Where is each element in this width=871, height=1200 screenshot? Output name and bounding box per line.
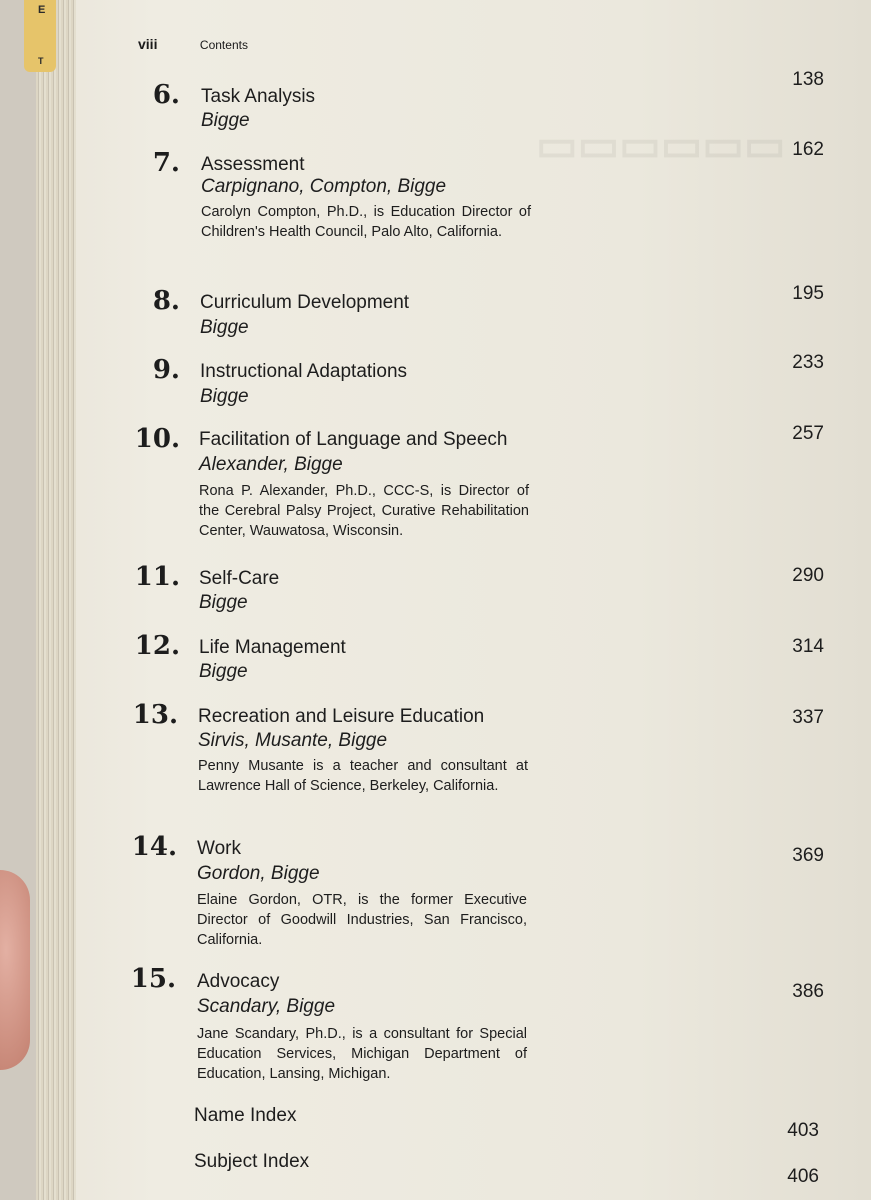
chapter-page: 195 [792, 283, 824, 304]
chapter-authors: Alexander, Bigge [199, 454, 343, 475]
chapter-title[interactable]: Recreation and Leisure Education [198, 706, 485, 727]
contributor-bio: Elaine Gordon, OTR, is the former Executive Director of Goodwill Industries, San Francisco, California. [197, 892, 527, 948]
chapter-title[interactable]: Facilitation of Language and Speech [199, 429, 508, 450]
page-number: viii [138, 36, 158, 52]
chapter-number: 12. [134, 631, 180, 661]
chapter-page: 138 [792, 69, 824, 90]
chapter-title[interactable]: Work [197, 838, 241, 859]
contributor-bio: Rona P. Alexander, Ph.D., CCC-S, is Director of the Cerebral Palsy Project, Curative Rehabilitation Center, Wauwatosa, Wisconsin. [199, 483, 529, 539]
chapter-page: 337 [792, 707, 824, 728]
chapter-authors: Bigge [200, 386, 249, 407]
chapter-number: 10. [134, 424, 180, 454]
chapter-number: 8. [152, 286, 180, 316]
chapter-number: 11. [134, 562, 180, 592]
index-title[interactable]: Subject Index [194, 1151, 310, 1172]
contributor-bio: Jane Scandary, Ph.D., is a consultant for Special Education Services, Michigan Department of Education, Lansing, Michigan. [197, 1026, 527, 1082]
chapter-number: 7. [152, 148, 180, 178]
chapter-page: 386 [792, 981, 824, 1002]
chapter-authors: Scandary, Bigge [197, 996, 336, 1017]
chapter-title[interactable]: Assessment [201, 154, 305, 175]
chapter-authors: Bigge [199, 661, 248, 682]
chapter-page: 290 [792, 565, 824, 586]
thumb [0, 870, 30, 1070]
chapter-title[interactable]: Instructional Adaptations [200, 361, 408, 382]
chapter-page: 369 [792, 845, 824, 866]
index-page: 403 [787, 1120, 819, 1141]
chapter-authors: Carpignano, Compton, Bigge [201, 176, 447, 197]
book-page [36, 0, 871, 1200]
index-title[interactable]: Name Index [194, 1105, 297, 1126]
running-header [138, 36, 248, 54]
chapter-page: 162 [792, 139, 824, 160]
page-edges [36, 0, 76, 1200]
tab-letter-top: E [38, 4, 46, 16]
chapter-title[interactable]: Life Management [199, 637, 346, 658]
chapter-page: 233 [792, 352, 824, 373]
chapter-number: 13. [132, 700, 178, 730]
chapter-title[interactable]: Task Analysis [201, 86, 316, 107]
chapter-number: 6. [152, 80, 180, 110]
chapter-authors: Bigge [199, 592, 248, 613]
running-head-label: Contents [199, 38, 248, 52]
index-page: 406 [787, 1166, 819, 1187]
chapter-authors: Bigge [201, 110, 250, 131]
index-tab [24, 0, 56, 72]
chapter-page: 314 [792, 636, 824, 657]
contributor-bio: Carolyn Compton, Ph.D., is Education Director of Children's Health Council, Palo Alto, California. [201, 204, 531, 240]
contributor-bio: Penny Musante is a teacher and consultant at Lawrence Hall of Science, Berkeley, California. [198, 758, 528, 794]
show-through: ▭▭▭▭▭▭ [536, 121, 786, 170]
chapter-number: 9. [152, 355, 180, 385]
chapter-authors: Gordon, Bigge [197, 863, 320, 884]
chapter-title[interactable]: Advocacy [197, 971, 280, 992]
chapter-number: 14. [131, 832, 177, 862]
chapter-authors: Sirvis, Musante, Bigge [198, 730, 388, 751]
chapter-authors: Bigge [200, 317, 249, 338]
chapter-page: 257 [792, 423, 824, 444]
tab-letter-bottom: T [38, 56, 44, 66]
chapter-title[interactable]: Self-Care [199, 568, 280, 589]
chapter-title[interactable]: Curriculum Development [200, 292, 410, 313]
chapter-number: 15. [130, 964, 176, 994]
